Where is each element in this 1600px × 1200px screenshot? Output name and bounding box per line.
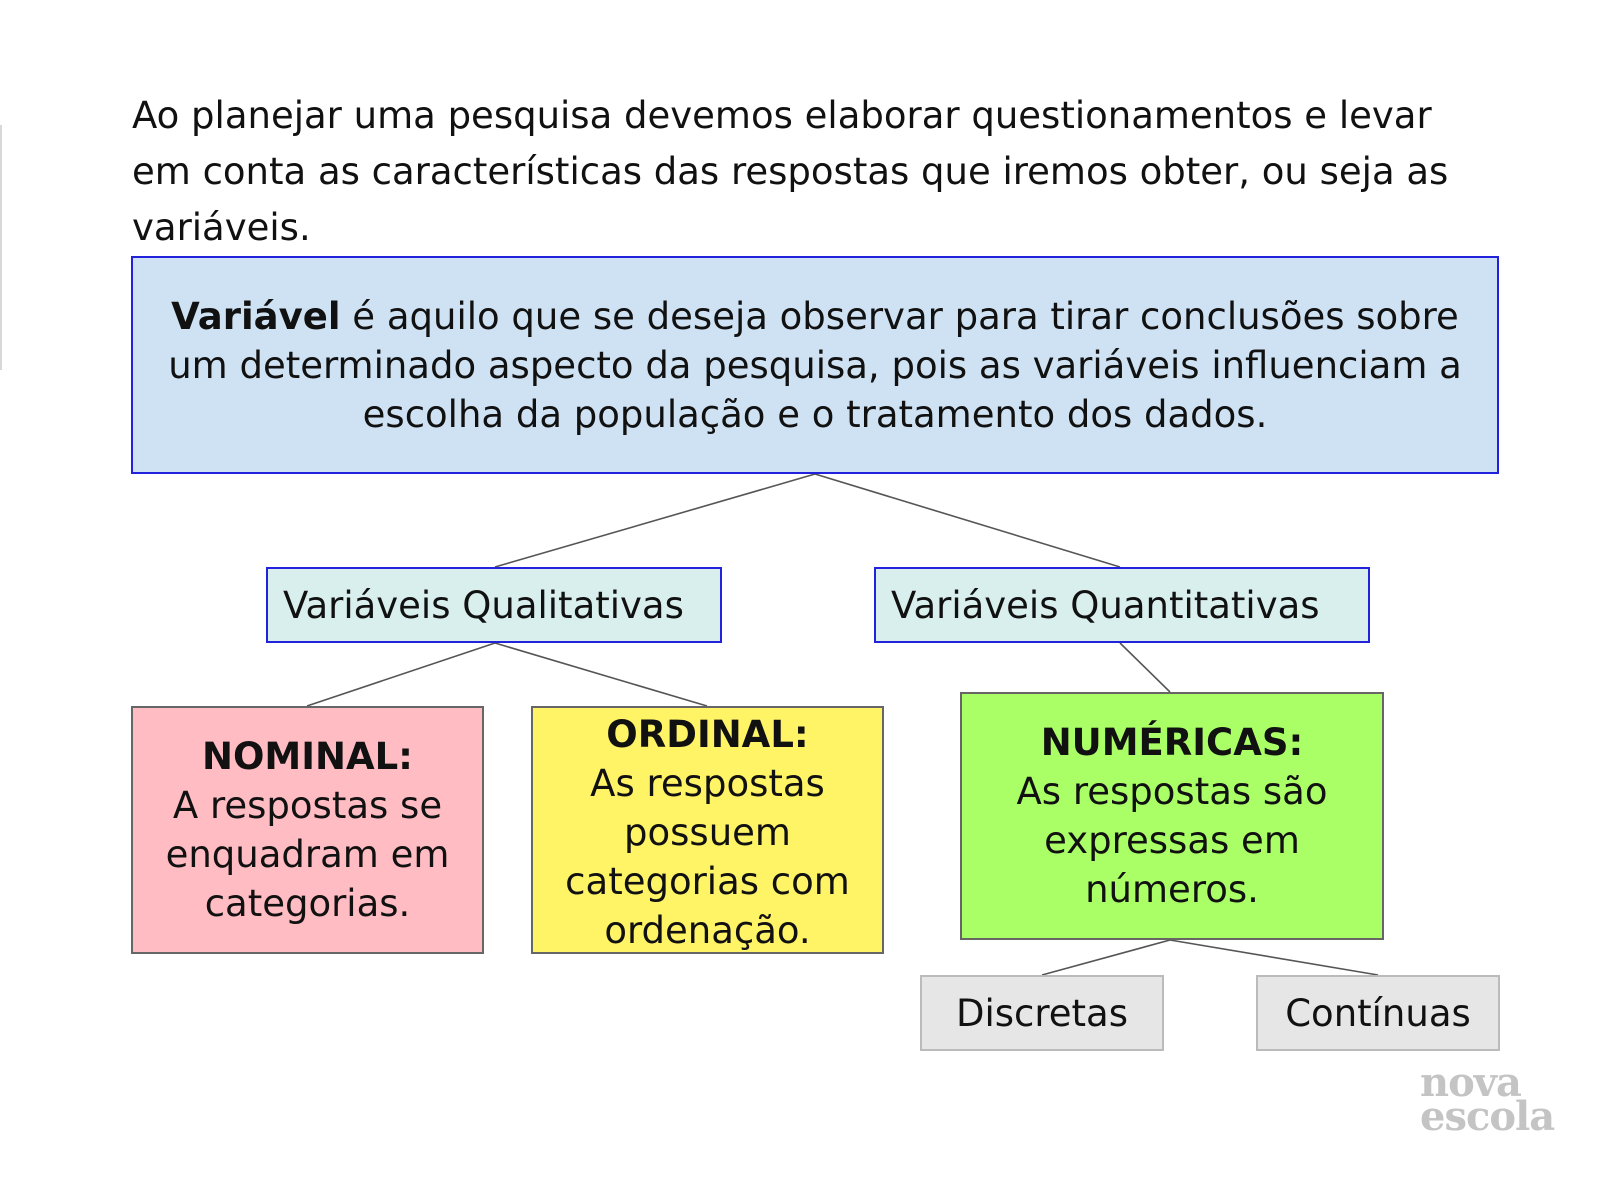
qualitative-variables-label: Variáveis Qualitativas xyxy=(283,583,684,627)
numericas-title: NUMÉRICAS: xyxy=(1040,721,1304,764)
connector-qualitative-to-nominal xyxy=(307,643,495,706)
quantitative-variables-label: Variáveis Quantitativas xyxy=(891,583,1320,627)
connector-numericas-to-discretas xyxy=(1042,940,1170,975)
numericas-box xyxy=(960,692,1384,940)
nominal-box xyxy=(131,706,484,954)
nominal-text: A respostas se enquadram em categorias. xyxy=(165,784,450,925)
numericas-text: As respostas são expressas em números. xyxy=(1016,770,1328,911)
definition-body: é aquilo que se deseja observar para tirar conclusões sobre um determinado aspecto da pesquisa, pois as variáveis influenciam a escolha da população e o tratamento dos dados. xyxy=(168,294,1462,436)
connector-quantitative-to-numericas xyxy=(1120,643,1170,692)
discretas-box xyxy=(920,975,1164,1051)
logo-line-1: nova xyxy=(1420,1059,1521,1106)
connector-main-to-quantitative xyxy=(815,474,1120,567)
ordinal-text: As respostas possuem categorias com ordenação. xyxy=(565,762,850,952)
quantitative-variables-box xyxy=(874,567,1370,643)
definition-text xyxy=(163,292,1467,439)
nominal-title: NOMINAL: xyxy=(202,735,413,778)
continuas-label: Contínuas xyxy=(1285,991,1471,1035)
nova-escola-logo xyxy=(1420,1059,1575,1140)
intro-paragraph: Ao planejar uma pesquisa devemos elaborar questionamentos e levar em conta as características das respostas que iremos obter, ou seja as variáveis. xyxy=(132,94,1449,249)
connector-qualitative-to-ordinal xyxy=(495,643,707,706)
definition-term: Variável xyxy=(171,294,341,338)
ordinal-title: ORDINAL: xyxy=(606,713,809,756)
continuas-box xyxy=(1256,975,1500,1051)
connector-numericas-to-continuas xyxy=(1170,940,1378,975)
qualitative-variables-box xyxy=(266,567,722,643)
connector-main-to-qualitative xyxy=(495,474,815,567)
ordinal-box xyxy=(531,706,884,954)
logo-line-2: escola xyxy=(1420,1093,1555,1140)
discretas-label: Discretas xyxy=(955,991,1128,1035)
definition-box xyxy=(131,256,1499,474)
